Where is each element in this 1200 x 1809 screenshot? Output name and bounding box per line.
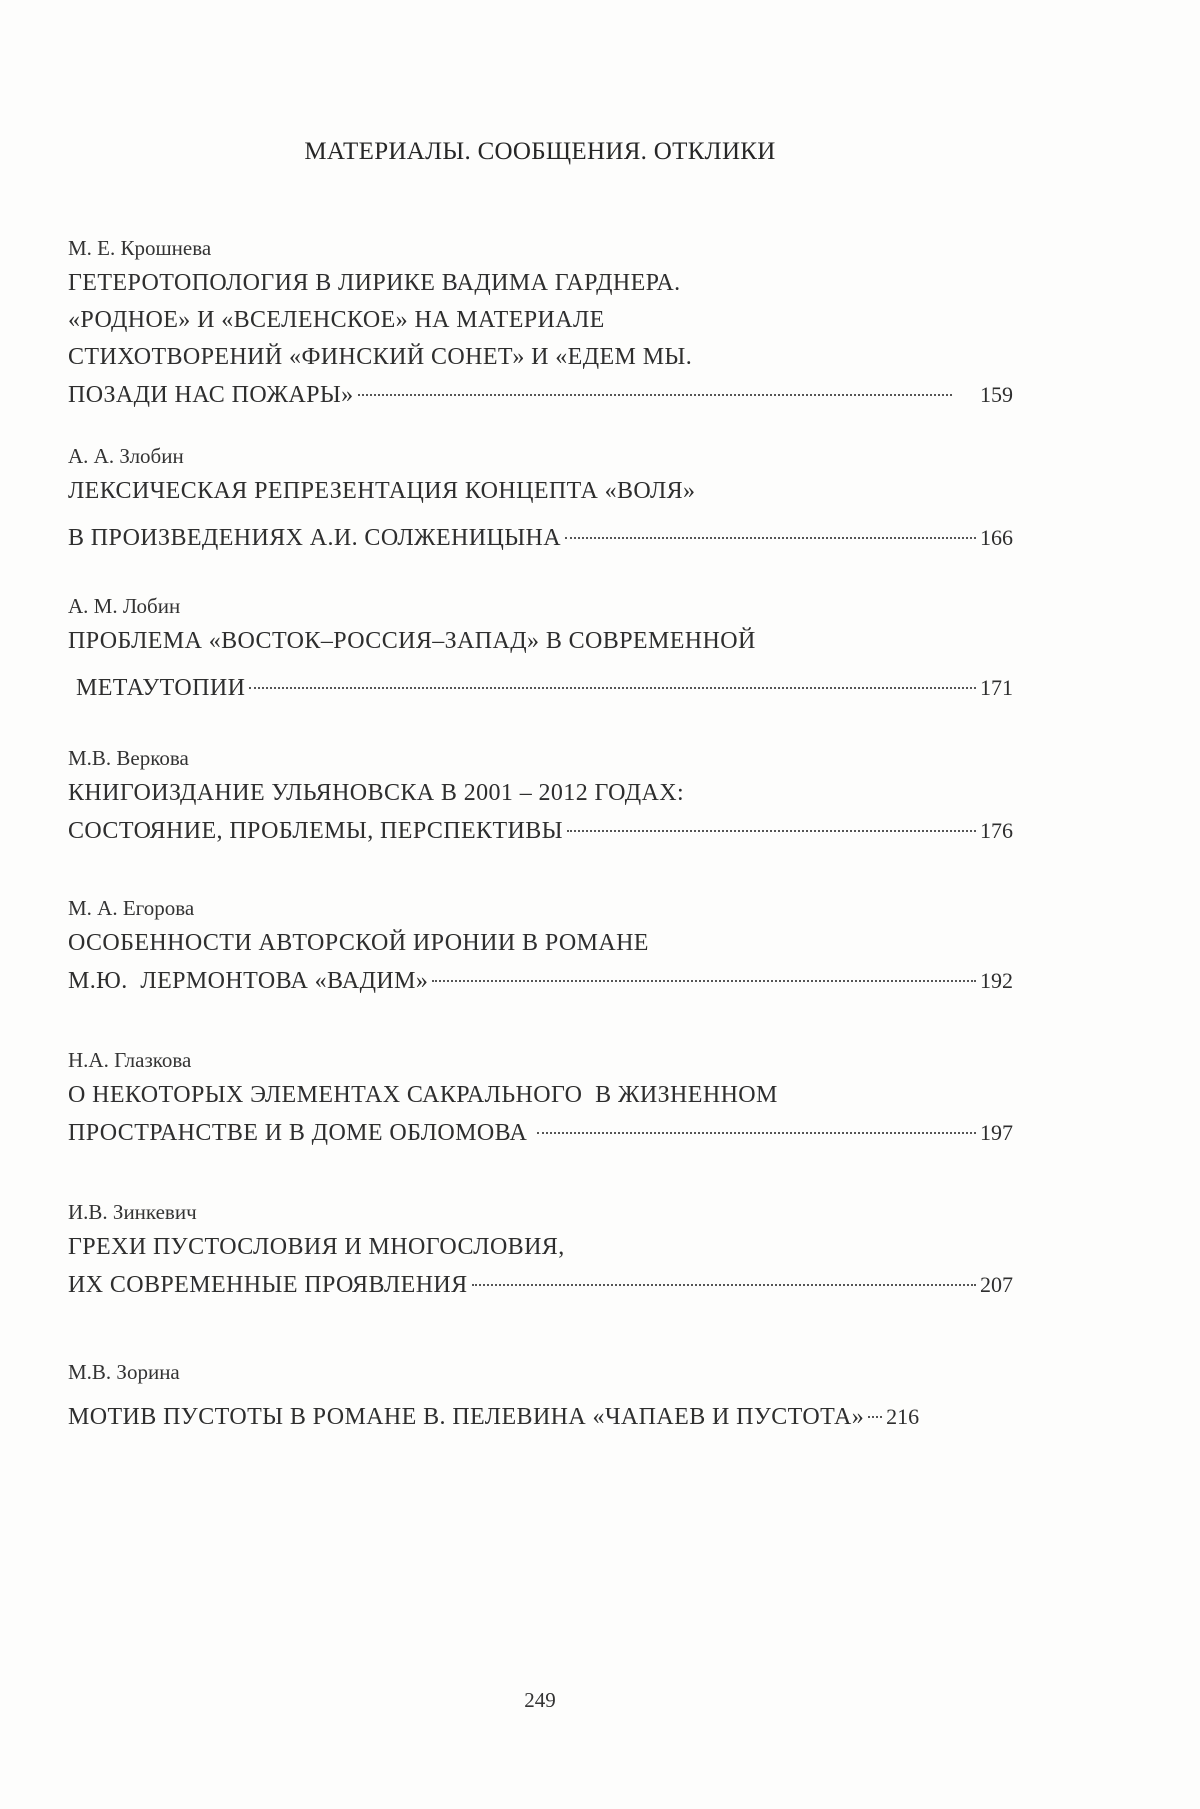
dot-leader	[537, 1132, 976, 1134]
page-number: 249	[524, 1688, 556, 1712]
entry-title-line: ЛЕКСИЧЕСКАЯ РЕПРЕЗЕНТАЦИЯ КОНЦЕПТА «ВОЛЯ»	[68, 478, 696, 504]
entry-author: А. А. Злобин	[68, 444, 184, 468]
toc-entry-4	[68, 742, 1013, 849]
entry-title-line: «РОДНОЕ» И «ВСЕЛЕНСКОЕ» НА МАТЕРИАЛЕ	[68, 307, 605, 333]
entry-author: И.В. Зинкевич	[68, 1200, 197, 1224]
toc-entry-2	[68, 440, 1013, 556]
dot-leader	[472, 1284, 976, 1286]
entry-last-line	[68, 812, 1013, 849]
entry-title-line: О НЕКОТОРЫХ ЭЛЕМЕНТАХ САКРАЛЬНОГО В ЖИЗНЕННОМ	[68, 1082, 778, 1108]
entry-page-number: 192	[980, 968, 1013, 993]
entry-page-number: 216	[886, 1404, 920, 1429]
entry-page-number: 171	[980, 675, 1013, 700]
dot-leader	[432, 980, 976, 982]
toc-entry-1	[68, 232, 1013, 413]
entry-last-line	[68, 962, 1013, 999]
toc-entry-3	[68, 590, 1013, 706]
dot-leader	[249, 687, 976, 689]
entry-title-line: КНИГОИЗДАНИЕ УЛЬЯНОВСКА В 2001 – 2012 ГОДАХ:	[68, 780, 685, 806]
entry-title-line: ГРЕХИ ПУСТОСЛОВИЯ И МНОГОСЛОВИЯ,	[68, 1234, 565, 1260]
entry-page-number: 159	[980, 382, 1013, 407]
entry-author: А. М. Лобин	[68, 594, 181, 618]
entry-title-line: МОТИВ ПУСТОТЫ В РОМАНЕ В. ПЕЛЕВИНА «ЧАПАЕВ И ПУСТОТА»	[68, 1404, 865, 1430]
entry-last-line	[68, 519, 1013, 556]
toc-entry-8	[68, 1356, 1013, 1435]
entry-title-line: СТИХОТВОРЕНИЙ «ФИНСКИЙ СОНЕТ» И «ЕДЕМ МЫ.	[68, 344, 693, 370]
entry-last-line	[68, 669, 1013, 706]
entry-title-line: ПОЗАДИ НАС ПОЖАРЫ»	[68, 382, 354, 408]
entry-title-line: ГЕТЕРОТОПОЛОГИЯ В ЛИРИКЕ ВАДИМА ГАРДНЕРА.	[68, 270, 681, 296]
entry-title-line: ПРОБЛЕМА «ВОСТОК–РОССИЯ–ЗАПАД» В СОВРЕМЕННОЙ	[68, 628, 756, 654]
section-title: МАТЕРИАЛЫ. СООБЩЕНИЯ. ОТКЛИКИ	[304, 138, 776, 165]
entry-page-number: 176	[980, 818, 1013, 843]
entry-author: М.В. Зорина	[68, 1360, 180, 1384]
entry-page-number: 207	[980, 1272, 1013, 1297]
dot-leader	[358, 394, 952, 396]
toc-entry-6	[68, 1044, 1013, 1151]
entry-last-line	[68, 1266, 1013, 1303]
entry-author: Н.А. Глазкова	[68, 1048, 192, 1072]
entry-title-line: ПРОСТРАНСТВЕ И В ДОМЕ ОБЛОМОВА	[68, 1120, 528, 1146]
toc-entry-7	[68, 1196, 1013, 1303]
entry-title-line: ИХ СОВРЕМЕННЫЕ ПРОЯВЛЕНИЯ	[68, 1272, 468, 1298]
entry-title-line: В ПРОИЗВЕДЕНИЯХ А.И. СОЛЖЕНИЦЫНА	[68, 525, 562, 551]
entry-title-line: М.Ю. ЛЕРМОНТОВА «ВАДИМ»	[68, 968, 429, 994]
toc-entry-5	[68, 892, 1013, 999]
entry-author: М. Е. Крошнева	[68, 236, 212, 260]
entry-author: М. А. Егорова	[68, 896, 195, 920]
entry-title-line: СОСТОЯНИЕ, ПРОБЛЕМЫ, ПЕРСПЕКТИВЫ	[68, 818, 563, 844]
entry-title-line: ОСОБЕННОСТИ АВТОРСКОЙ ИРОНИИ В РОМАНЕ	[68, 930, 649, 956]
entry-title-line: МЕТАУТОПИИ	[76, 675, 246, 701]
entry-last-line	[68, 1114, 1013, 1151]
dot-leader	[565, 537, 976, 539]
entry-last-line	[68, 1398, 1013, 1435]
entry-page-number: 197	[980, 1120, 1013, 1145]
entry-page-number: 166	[980, 525, 1013, 550]
entry-last-line	[68, 376, 1013, 413]
dot-leader	[567, 830, 976, 832]
entry-author: М.В. Веркова	[68, 746, 189, 770]
dot-leader	[868, 1416, 882, 1418]
